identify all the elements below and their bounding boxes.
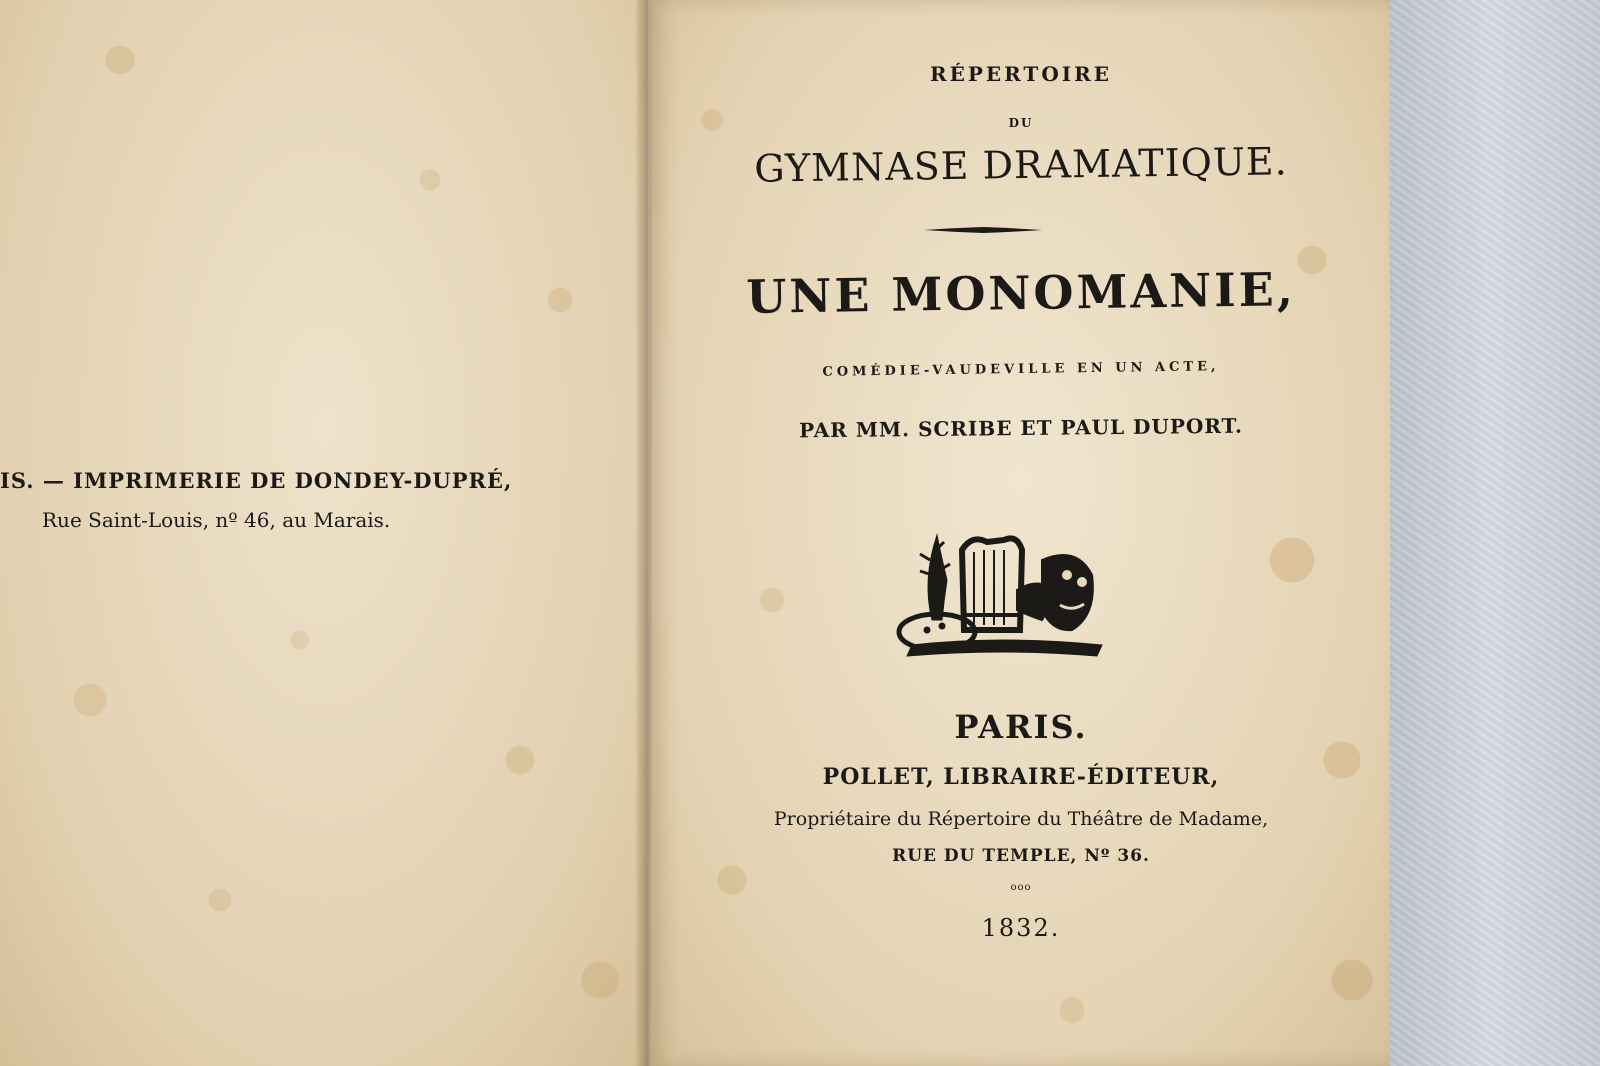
small-ornament: ooo <box>1010 882 1032 893</box>
publisher-name: POLLET, LIBRAIRE-ÉDITEUR, <box>822 764 1220 790</box>
left-page <box>0 0 648 1066</box>
title-page <box>652 0 1390 1066</box>
theatre-name: GYMNASE DRAMATIQUE. <box>754 139 1288 191</box>
imprint-city: PARIS. <box>954 708 1088 746</box>
repertoire-heading: RÉPERTOIRE <box>930 62 1112 86</box>
imprint-line-1: IS. — IMPRIMERIE DE DONDEY-DUPRÉ, <box>0 468 513 493</box>
publisher-title: Propriétaire du Répertoire du Théâtre de Madame, <box>773 808 1269 830</box>
imprint-line-2: Rue Saint-Louis, nº 46, au Marais. <box>42 508 391 532</box>
ornamental-rule-icon <box>924 226 1042 234</box>
publisher-address: RUE DU TEMPLE, Nº 36. <box>892 846 1150 866</box>
du-word: DU <box>1008 116 1034 130</box>
play-authors: PAR MM. SCRIBE ET PAUL DUPORT. <box>798 413 1244 443</box>
play-title: UNE MONOMANIE, <box>745 262 1297 324</box>
publication-year: 1832. <box>981 914 1061 942</box>
background-cloth <box>1380 0 1600 1066</box>
play-genre: COMÉDIE-VAUDEVILLE EN UN ACTE, <box>822 359 1220 380</box>
lyre-mask-palette-vignette-icon <box>892 520 1112 660</box>
